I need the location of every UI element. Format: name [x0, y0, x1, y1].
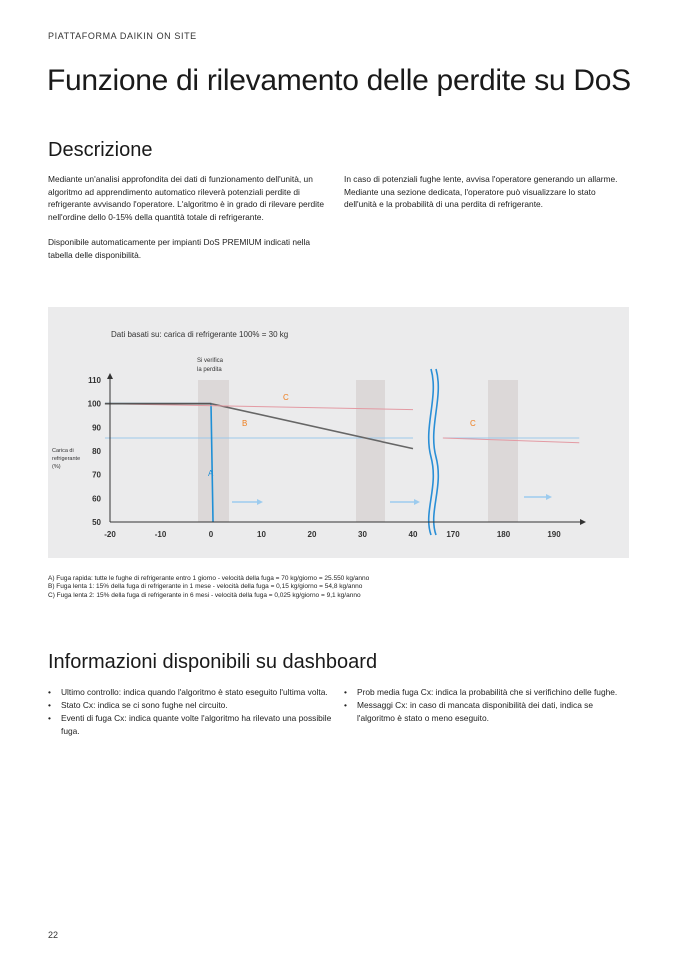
- legend-note-b: B) Fuga lenta 1: 15% della fuga di refrigerante in 1 mese - velocità della fuga = 0,15 kg/giorno = 54,8 kg/anno: [48, 583, 363, 591]
- description-right-paragraph: In caso di potenziali fughe lente, avvisa l'operatore generando un allarme. Mediante una sezione dedicata, l'operatore può visualizzare lo stato dell'unità e la probabilità di una perdita di refrigerante.: [344, 174, 618, 210]
- series-label-b: B: [242, 419, 248, 428]
- time-band-1: [198, 380, 229, 522]
- list-item: • Stato Cx: indica se ci sono fughe nel circuito.: [48, 699, 333, 712]
- header-kicker: PIATTAFORMA DAIKIN ON SITE: [48, 31, 197, 41]
- leak-chart-svg: [48, 307, 629, 558]
- time-band-3: [488, 380, 518, 522]
- chart-legend-notes: [48, 575, 369, 600]
- y-axis-label: Carica di: [52, 448, 74, 454]
- page-number: 22: [48, 930, 59, 940]
- x-tick-label: 180: [496, 530, 511, 539]
- x-tick-label: -10: [154, 530, 167, 539]
- y-tick-label: 90: [92, 423, 101, 433]
- y-tick-label: 60: [92, 494, 101, 504]
- dashboard-heading: Informazioni disponibili su dashboard: [48, 651, 378, 673]
- chart-title: Dati basati su: carica di refrigerante 100% = 30 kg: [111, 330, 289, 339]
- axis-break-left: [429, 369, 434, 535]
- y-axis-label-line-3: (%): [52, 464, 61, 470]
- dashboard-list-left: [48, 686, 333, 738]
- legend-note-c: C) Fuga lenta 2: 15% della fuga di refrigerante in 6 mesi - velocità della fuga = 0,025 kg/giorno = 9,1 kg/anno: [48, 591, 361, 599]
- x-tick-label: 30: [358, 530, 367, 539]
- description-left-paragraph-1: Mediante un'analisi approfondita dei dati di funzionamento dell'unità, un algoritmo ad apprendimento automatico rileverà potenziali perdite di refrigerante avvisando l'operatore. L'algoritmo è in grado di rilevare perdite nell'ordine dello 0-15% della quantità totale di refrigerante.: [48, 174, 325, 222]
- y-tick-label: 100: [87, 399, 101, 409]
- y-axis-label-line-2: refrigerante: [52, 456, 81, 462]
- list-item: • Ultimo controllo: indica quando l'algoritmo è stato eseguito l'ultima volta.: [48, 686, 333, 699]
- y-tick-label: 70: [92, 470, 101, 480]
- x-tick-label: -20: [104, 530, 116, 539]
- axis-break-right: [434, 369, 439, 535]
- x-tick-label: 20: [307, 530, 317, 539]
- x-tick-label: 190: [547, 530, 561, 539]
- series-label-c: C: [283, 393, 289, 402]
- list-item: • Prob media fuga Cx: indica la probabilità che si verifichino delle fughe.: [344, 686, 622, 699]
- description-left-paragraph-2: Disponibile automaticamente per impianti DoS PREMIUM indicati nella tabella delle disponibilità.: [48, 237, 311, 260]
- list-item: • Messaggi Cx: in caso di mancata disponibilità dei dati, indica se l'algoritmo è stato o meno eseguito.: [344, 699, 622, 724]
- x-axis-arrow: [580, 519, 586, 525]
- time-arrow-head-2: [414, 499, 420, 505]
- y-axis-arrow: [107, 373, 113, 379]
- leak-chart: [48, 307, 629, 558]
- y-tick-label: 50: [92, 518, 101, 527]
- x-tick-label: 170: [446, 530, 460, 539]
- x-tick-label: 0: [208, 530, 214, 539]
- legend-note-a: A) Fuga rapida: tutte le fughe di refrigerante entro 1 giorno - velocità della fuga = 70 kg/giorno = 25.550 kg/anno: [48, 575, 370, 582]
- list-item: • Eventi di fuga Cx: indica quante volte l'algoritmo ha rilevato una possibile fuga.: [48, 712, 333, 737]
- series-line-a: [105, 404, 213, 522]
- description-heading: Descrizione: [48, 139, 153, 161]
- x-tick-label: 10: [257, 530, 266, 539]
- time-arrow-head-3: [546, 494, 552, 500]
- leak-annotation-line-2: la perdita: [197, 367, 222, 373]
- x-tick-label: 40: [408, 530, 418, 539]
- time-arrow-head-1: [257, 499, 263, 505]
- series-label-c: C: [470, 419, 476, 428]
- y-tick-label: 110: [88, 376, 101, 385]
- series-label-a: A: [208, 469, 214, 478]
- page-title: Funzione di rilevamento delle perdite su DoS: [47, 64, 631, 97]
- time-band-2: [356, 380, 385, 522]
- y-tick-label: 80: [92, 447, 101, 456]
- dashboard-list-right: [344, 686, 622, 725]
- leak-annotation: Si verifica: [197, 358, 224, 364]
